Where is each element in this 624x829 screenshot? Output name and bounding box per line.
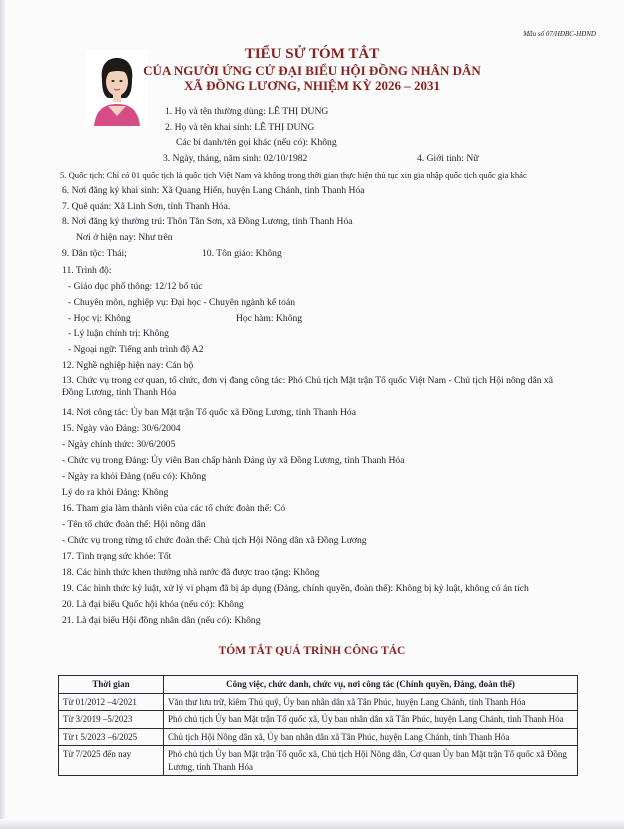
row-time: Từ 3/2019 –5/2023 bbox=[59, 711, 164, 729]
field-organization-name: - Tên tổ chức đoàn thể: Hội nông dân bbox=[62, 519, 206, 530]
column-header-time: Thời gian bbox=[59, 676, 164, 694]
field-permanent-residence: 8. Nơi đăng ký thường trú: Thôn Tân Sơn, xã Đồng Lương, tỉnh Thanh Hóa bbox=[62, 216, 353, 227]
field-political-theory: - Lý luận chính trị: Không bbox=[68, 328, 169, 339]
field-hometown: 7. Quê quán: Xã Linh Sơn, tỉnh Thanh Hóa. bbox=[62, 201, 231, 212]
field-occupation: 12. Nghề nghiệp hiện nay: Cán bộ bbox=[62, 360, 194, 371]
row-time: Từ t 5/2023 –6/2025 bbox=[59, 728, 164, 746]
field-birth-name: 2. Họ và tên khai sinh: LÊ THỊ DUNG bbox=[165, 122, 315, 133]
field-academic-title: Học hàm: Không bbox=[236, 313, 303, 324]
field-party-leave-reason: Lý do ra khỏi Đảng: Không bbox=[62, 487, 169, 498]
field-birth-date: 3. Ngày, tháng, năm sinh: 02/10/1982 bbox=[163, 153, 308, 164]
field-peoples-council: 21. Là đại biểu Hội đồng nhân dân (nếu có): Không bbox=[62, 615, 261, 626]
row-description: Phó chủ tịch Ủy ban Mặt trận Tổ quốc xã, Ủy ban nhân dân xã Tân Phúc, huyện Lang Chánh, tỉnh Thanh Hóa bbox=[164, 711, 578, 729]
page-edge-shadow bbox=[0, 0, 6, 829]
field-professional-qualification: - Chuyên môn, nghiệp vụ: Đại học - Chuyên ngành kế toán bbox=[68, 297, 296, 308]
document-title: TIỂU SỬ TÓM TẮT bbox=[244, 46, 380, 62]
work-history-title: TÓM TẮT QUÁ TRÌNH CÔNG TÁC bbox=[218, 645, 406, 657]
field-foreign-language: - Ngoại ngữ: Tiếng anh trình độ A2 bbox=[68, 344, 204, 355]
row-description: Phó chủ tịch Ủy ban Mặt trận Tổ quốc xã, Chủ tịch Hội Nông dân, Cơ quan Ủy ban Mặt trận Tổ quốc xã Đồng Lương, tỉnh Thanh Hóa bbox=[164, 746, 578, 776]
page-bottom-shadow bbox=[0, 819, 624, 829]
field-national-assembly: 20. Là đại biểu Quốc hội khóa (nếu có): Không bbox=[62, 599, 244, 610]
field-religion: 10. Tôn giáo: Không bbox=[202, 248, 282, 259]
field-ethnicity: 9. Dân tộc: Thái; bbox=[62, 248, 127, 259]
field-health: 17. Tình trạng sức khỏe: Tốt bbox=[62, 551, 172, 562]
field-party-join-date: 15. Ngày vào Đảng: 30/6/2004 bbox=[62, 423, 181, 434]
work-history-table bbox=[58, 675, 578, 776]
row-description: Chủ tịch Hội Nông dân xã, Ủy ban nhân dân xã Tân Phúc, huyện Lang Chánh, tỉnh Thanh Hóa bbox=[164, 728, 578, 746]
field-current-position: 13. Chức vụ trong cơ quan, tổ chức, đơn vị đang công tác: Phó Chủ tịch Mặt trận Tổ quốc Việt Nam - Chủ tịch Hội nông dân xã Đồng Lương, tỉnh Thanh Hóa bbox=[62, 375, 553, 398]
column-header-description: Công việc, chức danh, chức vụ, nơi công tác (Chính quyền, Đảng, đoàn thể) bbox=[164, 676, 578, 694]
row-description: Văn thư lưu trữ, kiêm Thủ quỹ, Ủy ban nhân dân xã Tân Phúc, huyện Lang Chánh, tỉnh Thanh Hóa bbox=[164, 693, 578, 711]
field-common-name: 1. Họ và tên thường dùng: LÊ THỊ DUNG bbox=[165, 106, 329, 117]
field-general-education: - Giáo dục phổ thông: 12/12 bổ túc bbox=[68, 281, 203, 292]
field-gender: 4. Giới tính: Nữ bbox=[417, 153, 479, 164]
field-party-position: - Chức vụ trong Đảng: Ủy viên Ban chấp hành Đảng ủy xã Đồng Lương, tỉnh Thanh Hóa bbox=[62, 455, 405, 466]
field-birth-registration: 6. Nơi đăng ký khai sinh: Xã Quang Hiến, huyện Lang Chánh, tỉnh Thanh Hóa bbox=[62, 185, 365, 196]
table-row bbox=[59, 746, 578, 776]
field-degree: - Học vị: Không bbox=[68, 313, 131, 324]
row-time: Từ 01/2012 –4/2021 bbox=[59, 693, 164, 711]
field-aliases: Các bí danh/tên gọi khác (nếu có): Không bbox=[176, 137, 337, 148]
field-workplace: 14. Nơi công tác: Ủy ban Mặt trận Tổ quốc xã Đồng Lương, tỉnh Thanh Hóa bbox=[62, 407, 356, 418]
table-row bbox=[59, 693, 578, 711]
document-titles bbox=[0, 45, 624, 93]
row-time: Từ 7/2025 đến nay bbox=[59, 746, 164, 776]
form-code: Mẫu số 07/HĐBC-HĐND bbox=[523, 30, 596, 38]
document-subtitle: CỦA NGƯỜI ỨNG CỬ ĐẠI BIỂU HỘI ĐỒNG NHÂN DÂN bbox=[143, 63, 481, 78]
field-organization-position: - Chức vụ trong từng tổ chức đoàn thể: Chủ tịch Hội Nông dân xã Đồng Lương bbox=[62, 535, 367, 546]
field-party-leave-date: - Ngày ra khỏi Đảng (nếu có): Không bbox=[62, 471, 207, 482]
field-discipline: 19. Các hình thức kỷ luật, xử lý vi phạm đã bị áp dụng (Đảng, chính quyền, đoàn thể): Không bị kỷ luật, không có án tích bbox=[62, 583, 529, 594]
field-awards: 18. Các hình thức khen thưởng nhà nước đã được trao tặng: Không bbox=[62, 567, 320, 578]
field-organization-membership: 16. Tham gia làm thành viên của các tổ chức đoàn thể: Có bbox=[62, 503, 286, 514]
field-nationality: 5. Quốc tịch: Chỉ có 01 quốc tịch là quốc tịch Việt Nam và không trong thời gian thực hiện thủ tục xin gia nhập quốc tịch quốc gia khác bbox=[60, 170, 527, 180]
document-subtitle-2: XÃ ĐỒNG LƯƠNG, NHIỆM KỲ 2026 – 2031 bbox=[184, 78, 440, 93]
field-party-official-date: - Ngày chính thức: 30/6/2005 bbox=[62, 439, 176, 450]
table-row bbox=[59, 711, 578, 729]
field-current-residence: Nơi ở hiện nay: Như trên bbox=[76, 232, 173, 243]
table-row bbox=[59, 728, 578, 746]
table-header-row bbox=[59, 676, 578, 694]
field-education-heading: 11. Trình độ: bbox=[62, 265, 112, 276]
